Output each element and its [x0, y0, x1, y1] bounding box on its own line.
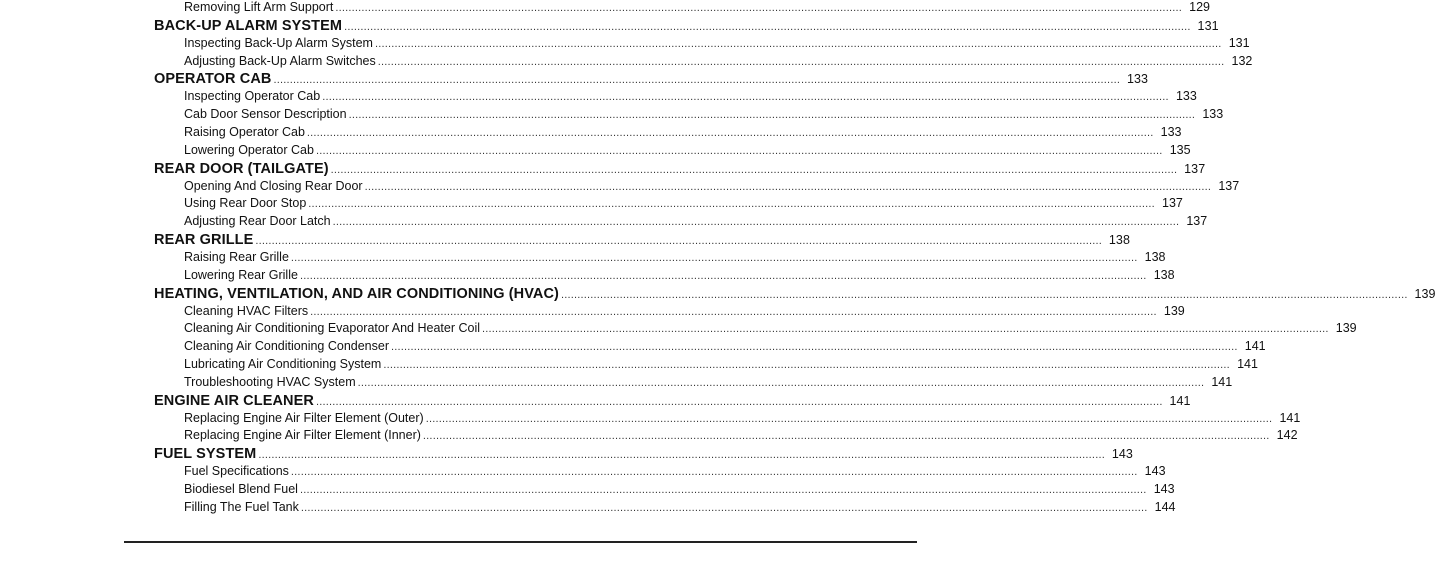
toc-entry-row [184, 410, 1301, 425]
toc-entry-row [184, 428, 1298, 443]
toc-page-number: 141 [1169, 393, 1191, 408]
toc-entry-title: Replacing Engine Air Filter Element (Inner) [184, 428, 421, 443]
toc-section-row [154, 232, 1130, 249]
toc-entry-row [184, 89, 1197, 104]
toc-entry-row [184, 214, 1208, 229]
dot-leader: .................................................................................................................................................................................................................................................................... [482, 323, 1329, 336]
toc-section-row [154, 71, 1149, 88]
toc-page-number: 143 [1153, 482, 1175, 496]
dot-leader: .................................................................................................................................................................................................................................................................... [290, 251, 1138, 264]
toc-section-row [154, 160, 1206, 177]
toc-entry-row [184, 267, 1175, 282]
dot-leader: .................................................................................................................................................................................................................................................................... [330, 163, 1178, 176]
toc-page-number: 144 [1154, 499, 1176, 514]
toc-entry-title: Lowering Operator Cab [184, 142, 314, 157]
toc-page-number: 131 [1228, 35, 1250, 50]
dot-leader: .................................................................................................................................................................................................................................................................... [332, 216, 1180, 229]
toc-entry-title: Troubleshooting HVAC System [184, 374, 356, 389]
dot-leader: .................................................................................................................................................................................................................................................................... [383, 359, 1230, 371]
dot-leader: .................................................................................................................................................................................................................................................................... [299, 269, 1147, 282]
dot-leader: .................................................................................................................................................................................................................................................................... [258, 449, 1105, 462]
toc-entry-title: Adjusting Back-Up Alarm Switches [184, 53, 376, 68]
toc-section-title: FUEL SYSTEM [154, 446, 257, 463]
toc-entry-row [184, 53, 1253, 68]
dot-leader: .................................................................................................................................................................................................................................................................... [364, 180, 1212, 193]
toc-entry-title: Inspecting Back-Up Alarm System [184, 35, 373, 50]
toc-page-number: 133 [1126, 72, 1149, 87]
toc-section-title: ENGINE AIR CLEANER [154, 392, 314, 409]
toc-entry-row [184, 374, 1233, 389]
toc-page-number: 142 [1276, 428, 1298, 443]
toc-page-number: 138 [1144, 249, 1166, 264]
dot-leader: .................................................................................................................................................................................................................................................................... [315, 144, 1163, 157]
dot-leader: .................................................................................................................................................................................................................................................................... [357, 376, 1205, 389]
toc-page-number: 143 [1111, 447, 1133, 462]
dot-leader: .................................................................................................................................................................................................................................................................... [315, 395, 1163, 408]
toc-entry-row [184, 499, 1176, 514]
dot-leader: .................................................................................................................................................................................................................................................................... [374, 37, 1222, 50]
toc-entry-title: Using Rear Door Stop [184, 196, 307, 211]
dot-leader: .................................................................................................................................................................................................................................................................... [560, 288, 1408, 301]
dot-leader: .................................................................................................................................................................................................................................................................... [425, 412, 1273, 425]
toc-page-number: 141 [1279, 410, 1301, 425]
toc-entry-row [184, 464, 1166, 479]
toc-page-number: 139 [1414, 286, 1436, 301]
toc-page-number: 138 [1153, 267, 1175, 282]
toc-entry-title: Filling The Fuel Tank [184, 499, 299, 514]
toc-entry-title: Inspecting Operator Cab [184, 89, 321, 104]
toc-entry-row [184, 107, 1224, 122]
dot-leader: .................................................................................................................................................................................................................................................................... [344, 20, 1191, 33]
toc-page-number: 135 [1169, 142, 1191, 157]
toc-page-number: 132 [1231, 53, 1253, 68]
dot-leader: .................................................................................................................................................................................................................................................................... [322, 91, 1169, 104]
dot-leader: .................................................................................................................................................................................................................................................................... [306, 127, 1154, 139]
toc-entry-title: Raising Rear Grille [184, 249, 289, 264]
toc-entry-title: Replacing Engine Air Filter Element (Outer) [184, 410, 424, 425]
toc-page-number: 139 [1335, 321, 1357, 336]
toc-entry-title: Raising Operator Cab [184, 125, 305, 139]
toc-entry-title: Cab Door Sensor Description [184, 107, 347, 122]
toc-section-row [154, 17, 1219, 34]
toc-page-number: 137 [1184, 161, 1206, 176]
toc-entry-title: Biodiesel Blend Fuel [184, 482, 298, 496]
toc-section-row [154, 392, 1191, 409]
dot-leader: .................................................................................................................................................................................................................................................................... [310, 305, 1157, 318]
toc-entry-title: Lowering Rear Grille [184, 267, 298, 282]
toc-entry-title: Cleaning HVAC Filters [184, 303, 309, 318]
toc-entry-row [184, 125, 1182, 139]
toc-page-number: 137 [1218, 178, 1240, 193]
toc-page-number: 133 [1160, 125, 1182, 139]
toc-section-title: OPERATOR CAB [154, 71, 272, 88]
toc-page-number: 133 [1202, 107, 1224, 122]
toc-entry-row [184, 249, 1166, 264]
toc-page-number: 138 [1108, 233, 1130, 248]
toc-section-title: REAR DOOR (TAILGATE) [154, 160, 329, 177]
toc-entry-row [184, 482, 1175, 496]
toc-entry-title: Lubricating Air Conditioning System [184, 357, 382, 371]
toc-page-number: 141 [1244, 339, 1266, 354]
dot-leader: .................................................................................................................................................................................................................................................................... [377, 55, 1225, 68]
footer-rule [124, 541, 917, 543]
toc-page-number: 141 [1237, 357, 1258, 371]
toc-entry-row [184, 321, 1357, 336]
toc-page-number: 131 [1197, 18, 1219, 33]
toc-entry-title: Removing Lift Arm Support [184, 0, 334, 14]
toc-entry-title: Opening And Closing Rear Door [184, 178, 363, 193]
toc-section-title: HEATING, VENTILATION, AND AIR CONDITIONING (HVAC) [154, 285, 559, 302]
toc-page-number: 141 [1211, 374, 1233, 389]
toc-page-number: 143 [1144, 464, 1166, 479]
toc-entry-row [184, 357, 1258, 371]
toc-page-number: 137 [1162, 196, 1183, 211]
toc-page-number: 137 [1186, 214, 1208, 229]
toc-section-title: REAR GRILLE [154, 232, 254, 249]
dot-leader: .................................................................................................................................................................................................................................................................... [422, 430, 1270, 443]
dot-leader: .................................................................................................................................................................................................................................................................... [300, 501, 1148, 514]
dot-leader: .................................................................................................................................................................................................................................................................... [255, 235, 1102, 248]
toc-entry-row [184, 35, 1250, 50]
toc-entry-row [184, 142, 1191, 157]
toc-entry-row [184, 303, 1185, 318]
toc-entry-row [184, 178, 1240, 193]
dot-leader: .................................................................................................................................................................................................................................................................... [391, 341, 1238, 354]
toc-entry-row [184, 196, 1183, 211]
dot-leader: .................................................................................................................................................................................................................................................................... [290, 466, 1138, 479]
dot-leader: .................................................................................................................................................................................................................................................................... [335, 2, 1182, 14]
dot-leader: .................................................................................................................................................................................................................................................................... [348, 109, 1196, 122]
toc-entry-title: Fuel Specifications [184, 464, 289, 479]
toc-section-title: BACK-UP ALARM SYSTEM [154, 17, 343, 34]
dot-leader: .................................................................................................................................................................................................................................................................... [273, 74, 1121, 87]
toc-entry-row [184, 0, 1210, 14]
toc-section-row [154, 446, 1133, 463]
toc-page-number: 133 [1175, 89, 1197, 104]
dot-leader: .................................................................................................................................................................................................................................................................... [308, 198, 1155, 211]
toc-page-number: 139 [1163, 303, 1185, 318]
toc-entry-title: Adjusting Rear Door Latch [184, 214, 331, 229]
toc-entry-row [184, 339, 1266, 354]
toc-entry-title: Cleaning Air Conditioning Condenser [184, 339, 389, 354]
toc-entry-title: Cleaning Air Conditioning Evaporator And Heater Coil [184, 321, 481, 336]
toc-page-number: 129 [1189, 0, 1210, 14]
dot-leader: .................................................................................................................................................................................................................................................................... [299, 484, 1147, 496]
toc-section-row [154, 285, 1436, 302]
